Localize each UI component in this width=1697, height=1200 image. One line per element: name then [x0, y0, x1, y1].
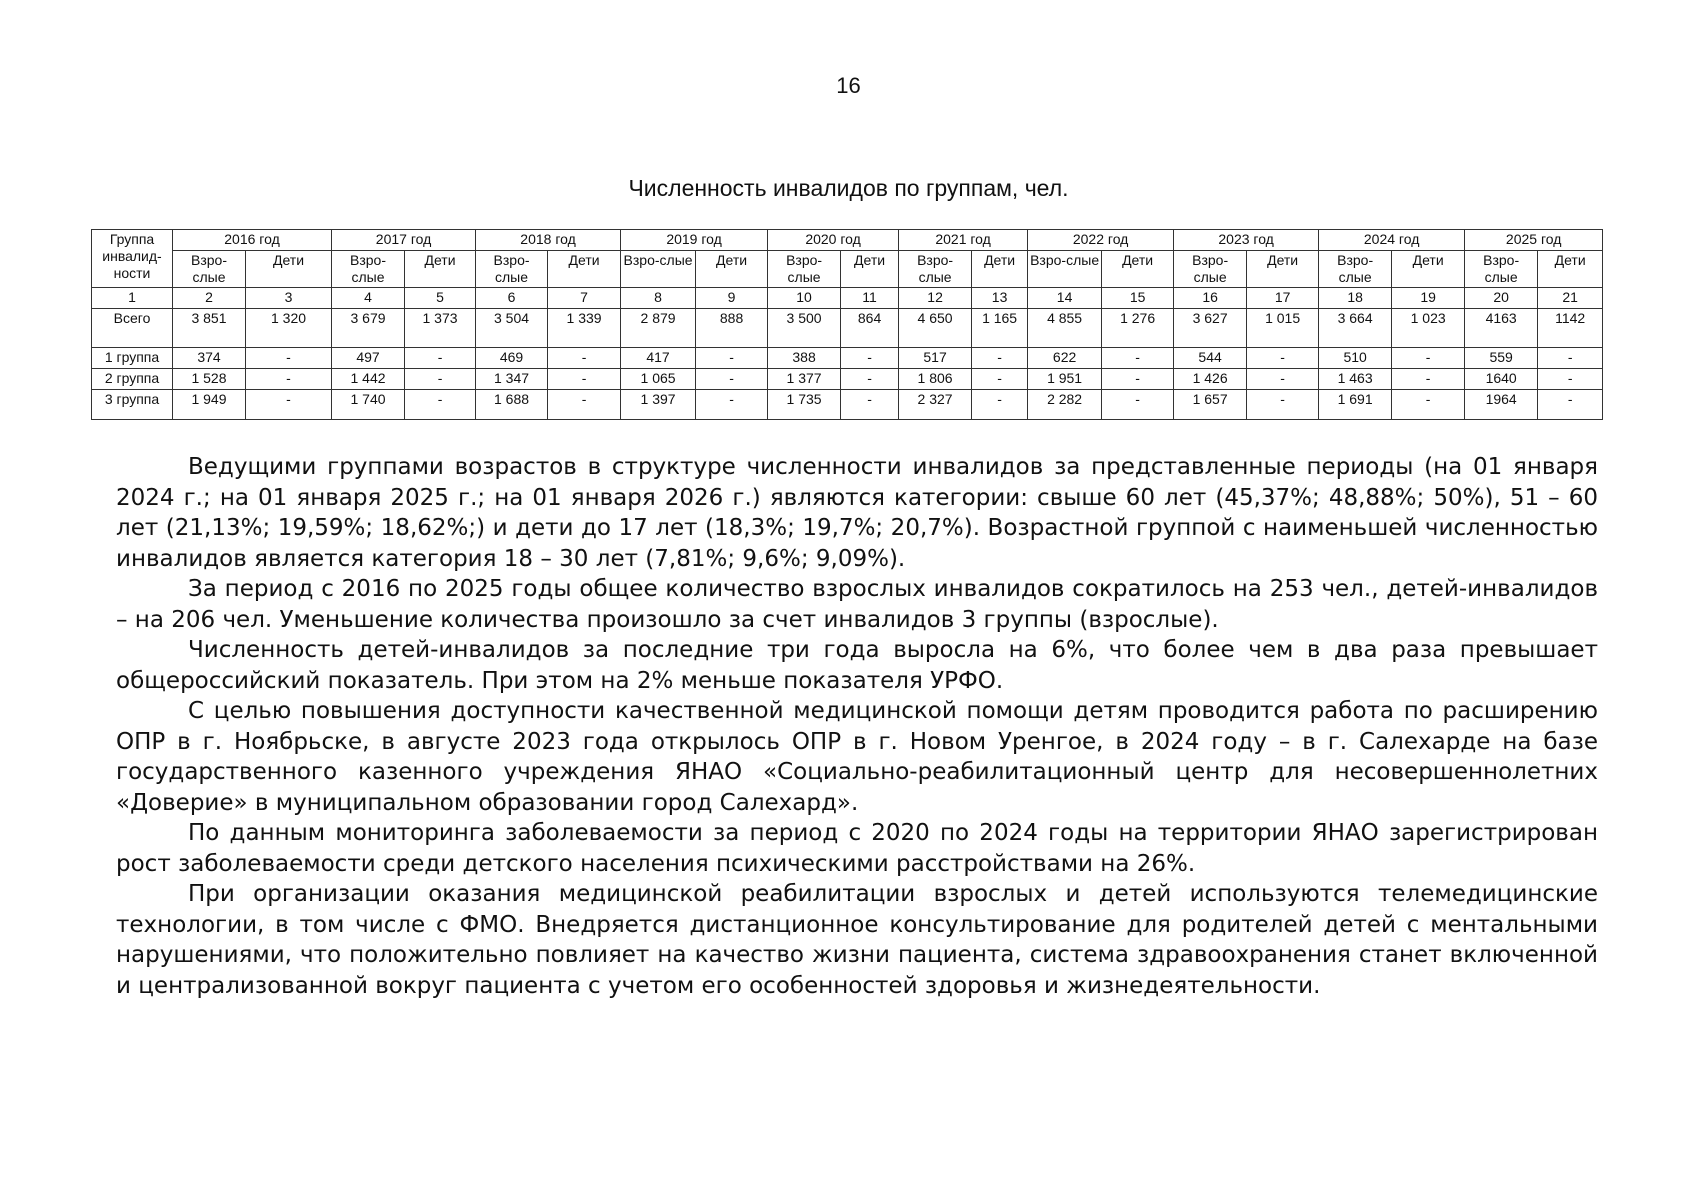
table-cell: - — [696, 390, 768, 420]
column-number: 10 — [768, 288, 841, 309]
children-header: Дети — [841, 251, 899, 288]
column-number: 14 — [1028, 288, 1102, 309]
children-header: Дети — [696, 251, 768, 288]
table-cell: - — [841, 390, 899, 420]
adults-header: Взро-слые — [768, 251, 841, 288]
table-cell: 1 023 — [1392, 309, 1465, 348]
table-cell: 510 — [1319, 348, 1392, 369]
table-cell: 888 — [696, 309, 768, 348]
table-cell: 1 740 — [332, 390, 405, 420]
column-number: 20 — [1465, 288, 1538, 309]
table-cell: 1964 — [1465, 390, 1538, 420]
children-header: Дети — [1102, 251, 1174, 288]
table-cell: 3 664 — [1319, 309, 1392, 348]
table-cell: 388 — [768, 348, 841, 369]
paragraph: С целью повышения доступности качественной медицинской помощи детям проводится работа по расширению ОПР в г. Ноябрьске, в августе 2023 года открылось ОПР в г. Новом Уренгое, в 2024 году – в г. Салехарде на базе государственного казенного учреждения ЯНАО «Социально-реабилитационный центр для несовершеннолетних «Доверие» в муниципальном образовании город Салехард». — [116, 698, 1598, 816]
table-cell: - — [405, 348, 476, 369]
table-cell: 1 015 — [1247, 309, 1319, 348]
adults-header: Взро-слые — [476, 251, 548, 288]
table-cell: - — [1538, 369, 1603, 390]
table-cell: - — [696, 369, 768, 390]
table-cell: 3 679 — [332, 309, 405, 348]
table-cell: 2 879 — [621, 309, 696, 348]
paragraph: По данным мониторинга заболеваемости за период с 2020 по 2024 годы на территории ЯНАО зарегистрирован рост заболеваемости среди детского населения психическими расстройствами на 26%. — [116, 820, 1598, 877]
table-cell: 4 650 — [899, 309, 972, 348]
year-header: 2023 год — [1174, 230, 1319, 251]
table-cell: 1 320 — [246, 309, 332, 348]
table-cell: - — [1102, 348, 1174, 369]
table-cell: 2 282 — [1028, 390, 1102, 420]
children-header: Дети — [1392, 251, 1465, 288]
table-cell: 622 — [1028, 348, 1102, 369]
row-label: 3 группа — [92, 390, 173, 420]
page-number: 16 — [836, 73, 861, 98]
table-cell: - — [1392, 390, 1465, 420]
column-number: 12 — [899, 288, 972, 309]
table-cell: 417 — [621, 348, 696, 369]
adults-header: Взро-слые — [173, 251, 246, 288]
children-header: Дети — [405, 251, 476, 288]
table-cell: - — [1102, 369, 1174, 390]
table-cell: 1 463 — [1319, 369, 1392, 390]
table-cell: 559 — [1465, 348, 1538, 369]
table-cell: 1 442 — [332, 369, 405, 390]
row-label: 2 группа — [92, 369, 173, 390]
year-header: 2016 год — [173, 230, 332, 251]
table-cell: - — [1247, 369, 1319, 390]
table-cell: - — [1247, 348, 1319, 369]
column-number: 8 — [621, 288, 696, 309]
children-header: Дети — [972, 251, 1028, 288]
table-cell: - — [548, 390, 621, 420]
year-header: 2022 год — [1028, 230, 1174, 251]
table-cell: 4163 — [1465, 309, 1538, 348]
table-cell: 497 — [332, 348, 405, 369]
adults-header: Взро-слые — [1465, 251, 1538, 288]
paragraph: Численность детей-инвалидов за последние три года выросла на 6%, что более чем в два раза превышает общероссийский показатель. При этом на 2% меньше показателя УРФО. — [116, 637, 1598, 694]
table-cell: 1 951 — [1028, 369, 1102, 390]
adults-header: Взро-слые — [1319, 251, 1392, 288]
table-cell: 1 065 — [621, 369, 696, 390]
column-number: 3 — [246, 288, 332, 309]
adults-header: Взро-слые — [621, 251, 696, 288]
column-number: 15 — [1102, 288, 1174, 309]
adults-header: Взро-слые — [899, 251, 972, 288]
table-cell: - — [972, 369, 1028, 390]
row-label: 1 группа — [92, 348, 173, 369]
column-number: 7 — [548, 288, 621, 309]
children-header: Дети — [1247, 251, 1319, 288]
column-number: 18 — [1319, 288, 1392, 309]
table-cell: 1 339 — [548, 309, 621, 348]
table-cell: - — [1392, 369, 1465, 390]
children-header: Дети — [548, 251, 621, 288]
table-cell: 1 735 — [768, 390, 841, 420]
column-number: 6 — [476, 288, 548, 309]
table-row — [92, 309, 1603, 348]
table-cell: 4 855 — [1028, 309, 1102, 348]
table-cell: 1 949 — [173, 390, 246, 420]
table-cell: 1 528 — [173, 369, 246, 390]
table-cell: - — [405, 369, 476, 390]
year-header: 2017 год — [332, 230, 476, 251]
table-cell: 1 397 — [621, 390, 696, 420]
column-number: 21 — [1538, 288, 1603, 309]
adults-header: Взро-слые — [1174, 251, 1247, 288]
group-header: Группа инвалид-ности — [92, 230, 173, 288]
table-cell: - — [841, 369, 899, 390]
year-header: 2019 год — [621, 230, 768, 251]
table-cell: 1142 — [1538, 309, 1603, 348]
table-row — [92, 390, 1603, 420]
body-text — [116, 452, 1598, 1001]
column-number: 19 — [1392, 288, 1465, 309]
year-header: 2020 год — [768, 230, 899, 251]
table-cell: 2 327 — [899, 390, 972, 420]
table-cell: 1640 — [1465, 369, 1538, 390]
table-cell: 1 276 — [1102, 309, 1174, 348]
table-cell: 1 806 — [899, 369, 972, 390]
table-row — [92, 369, 1603, 390]
column-number: 4 — [332, 288, 405, 309]
adults-header: Взро-слые — [1028, 251, 1102, 288]
disability-groups-table — [91, 229, 1603, 420]
table-cell: - — [548, 369, 621, 390]
table-cell: 517 — [899, 348, 972, 369]
column-number: 11 — [841, 288, 899, 309]
table-cell: 1 373 — [405, 309, 476, 348]
table-cell: - — [841, 348, 899, 369]
column-number: 9 — [696, 288, 768, 309]
column-number: 13 — [972, 288, 1028, 309]
row-label: Всего — [92, 309, 173, 348]
table-cell: 1 691 — [1319, 390, 1392, 420]
paragraph: При организации оказания медицинской реабилитации взрослых и детей используются телемедицинские технологии, в том числе с ФМО. Внедряется дистанционное консультирование для родителей детей с ментальными нарушениями, что положительно повлияет на качество жизни пациента, система здравоохранения станет включенной и централизованной вокруг пациента с учетом его особенностей здоровья и жизнедеятельности. — [116, 881, 1598, 999]
table-title: Численность инвалидов по группам, чел. — [628, 175, 1069, 201]
table-cell: - — [1102, 390, 1174, 420]
table-cell: 469 — [476, 348, 548, 369]
table-row — [92, 348, 1603, 369]
table-cell: - — [1538, 348, 1603, 369]
table-cell: - — [1392, 348, 1465, 369]
table-cell: - — [548, 348, 621, 369]
table-cell: 1 165 — [972, 309, 1028, 348]
table-cell: 3 500 — [768, 309, 841, 348]
table-cell: - — [696, 348, 768, 369]
table-cell: 1 377 — [768, 369, 841, 390]
table-cell: - — [246, 390, 332, 420]
year-header: 2025 год — [1465, 230, 1603, 251]
table-cell: 1 657 — [1174, 390, 1247, 420]
table-cell: 3 627 — [1174, 309, 1247, 348]
table-cell: - — [972, 348, 1028, 369]
column-number: 16 — [1174, 288, 1247, 309]
table-cell: 544 — [1174, 348, 1247, 369]
column-number: 1 — [92, 288, 173, 309]
year-header: 2021 год — [899, 230, 1028, 251]
year-header: 2024 год — [1319, 230, 1465, 251]
table-cell: - — [405, 390, 476, 420]
table-cell: 374 — [173, 348, 246, 369]
paragraph: Ведущими группами возрастов в структуре численности инвалидов за представленные периоды (на 01 января 2024 г.; на 01 января 2025 г.; на 01 января 2026 г.) являются категории: свыше 60 лет (45,37%; 48,88%; 50%), 51 – 60 лет (21,13%; 19,59%; 18,62%;) и дети до 17 лет (18,3%; 19,7%; 20,7%). Возрастной группой с наименьшей численностью инвалидов является категория 18 – 30 лет (7,81%; 9,6%; 9,09%). — [116, 454, 1598, 572]
children-header: Дети — [246, 251, 332, 288]
table-cell: 3 504 — [476, 309, 548, 348]
table-cell: - — [1538, 390, 1603, 420]
table-cell: 1 426 — [1174, 369, 1247, 390]
column-number: 2 — [173, 288, 246, 309]
table-cell: 864 — [841, 309, 899, 348]
table-cell: 3 851 — [173, 309, 246, 348]
table-cell: - — [1247, 390, 1319, 420]
table-cell: 1 688 — [476, 390, 548, 420]
column-number: 5 — [405, 288, 476, 309]
table-cell: - — [972, 390, 1028, 420]
paragraph: За период с 2016 по 2025 годы общее количество взрослых инвалидов сократилось на 253 чел., детей-инвалидов – на 206 чел. Уменьшение количества произошло за счет инвалидов 3 группы (взрослые). — [116, 576, 1598, 633]
children-header: Дети — [1538, 251, 1603, 288]
year-header: 2018 год — [476, 230, 621, 251]
table-cell: - — [246, 348, 332, 369]
table-cell: - — [246, 369, 332, 390]
adults-header: Взро-слые — [332, 251, 405, 288]
table-cell: 1 347 — [476, 369, 548, 390]
column-number: 17 — [1247, 288, 1319, 309]
